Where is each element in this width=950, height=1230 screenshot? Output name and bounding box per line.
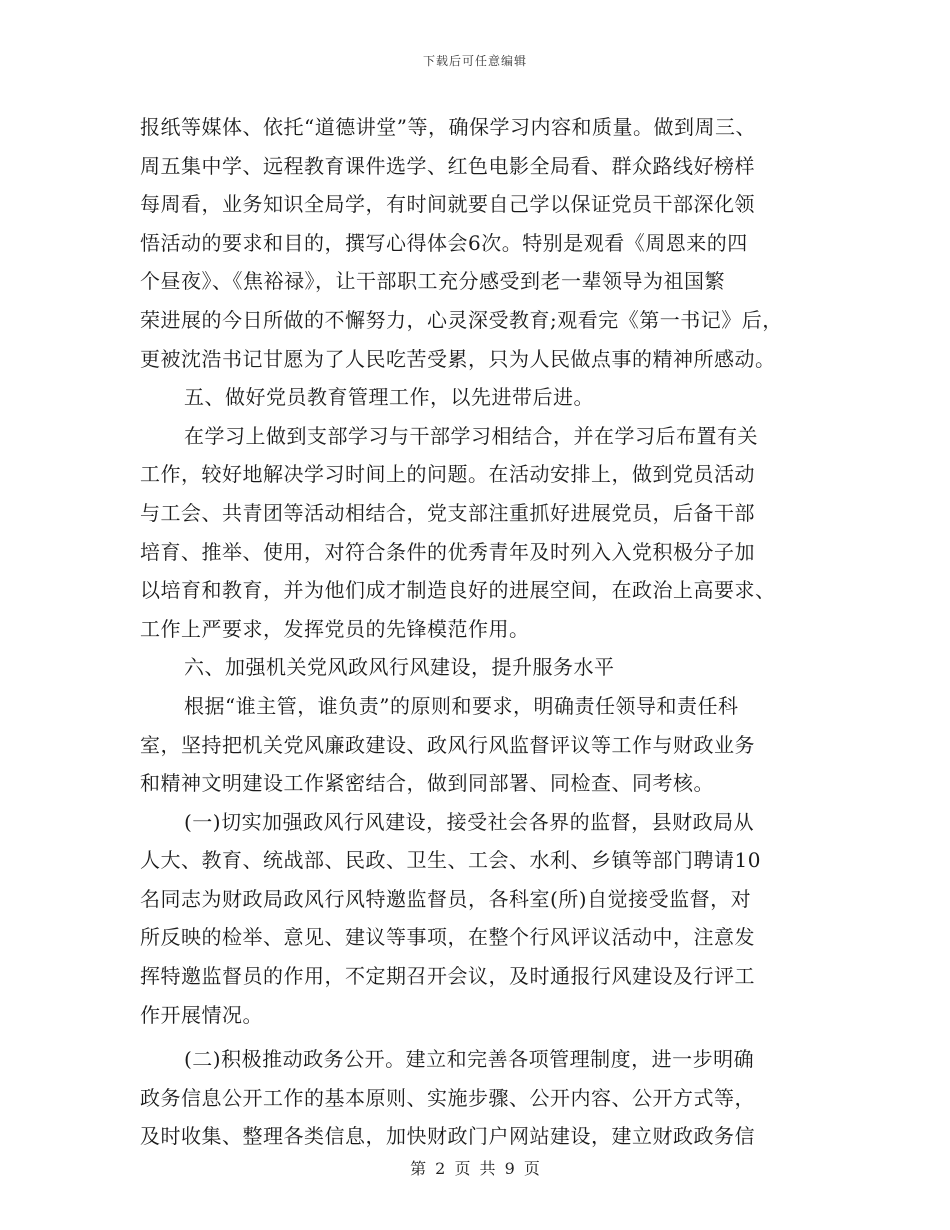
section-heading: 五、做好党员教育管理工作，以先进带后进。 <box>184 385 594 410</box>
text-line: (一)切实加强政风行风建设，接受社会各界的监督，县财政局从 <box>184 809 755 834</box>
text-line: 名同志为财政局政风行风特邀监督员，各科室(所)自觉接受监督，对 <box>140 886 752 911</box>
text-line: 工作上严要求，发挥党员的先锋模范作用。 <box>140 616 530 641</box>
text-line: 与工会、共青团等活动相结合，党支部注重抓好进展党员，后备干部 <box>140 500 755 525</box>
page-header: 下载后可任意编辑 <box>422 54 527 68</box>
text-line: 在学习上做到支部学习与干部学习相结合，并在学习后布置有关 <box>184 423 758 448</box>
text-line: 每周看，业务知识全局学，有时间就要自己学以保证党员干部深化领 <box>140 192 755 217</box>
text-line: 根据“谁主管，谁负责”的原则和要求，明确责任领导和责任科 <box>184 693 739 718</box>
text-line: 人大、教育、统战部、民政、卫生、工会、水利、乡镇等部门聘请10 <box>140 848 761 873</box>
text-line: 荣进展的今日所做的不懈努力，心灵深受教育;观看完《第一书记》后， <box>140 307 783 332</box>
section-heading: 六、加强机关党风政风行风建设，提升服务水平 <box>184 655 615 680</box>
text-line: (二)积极推动政务公开。建立和完善各项管理制度，进一步明确 <box>184 1047 755 1072</box>
text-line: 报纸等媒体、依托“道德讲堂”等，确保学习内容和质量。做到周三、 <box>140 115 756 139</box>
text-line: 工作，较好地解决学习时间上的问题。在活动安排上，做到党员活动 <box>140 462 755 487</box>
text-line: 培育、推举、使用，对符合条件的优秀青年及时列入入党积极分子加 <box>140 539 755 564</box>
text-line: 政务信息公开工作的基本原则、实施步骤、公开内容、公开方式等， <box>140 1085 755 1110</box>
page-number-footer: 第 2 页 共 9 页 <box>410 1159 540 1178</box>
text-line: 作开展情况。 <box>140 1002 263 1027</box>
text-line: 个昼夜》、《焦裕禄》，让干部职工充分感受到老一辈领导为祖国繁 <box>140 269 725 294</box>
text-line: 更被沈浩书记甘愿为了人民吃苦受累，只为人民做点事的精神所感动。 <box>140 346 776 371</box>
text-line: 和精神文明建设工作紧密结合，做到同部署、同检查、同考核。 <box>140 771 714 796</box>
text-line: 周五集中学、远程教育课件选学、红色电影全局看、群众路线好榜样 <box>140 153 755 178</box>
text-line: 以培育和教育，并为他们成才制造良好的进展空间，在政治上高要求、 <box>140 578 776 603</box>
text-line: 挥特邀监督员的作用，不定期召开会议，及时通报行风建设及行评工 <box>140 964 755 989</box>
text-line: 所反映的检举、意见、建议等事项，在整个行风评议活动中，注意发 <box>140 925 755 950</box>
document-body <box>140 108 820 1156</box>
text-line: 及时收集、整理各类信息，加快财政门户网站建设，建立财政政务信 <box>140 1124 755 1149</box>
text-line: 悟活动的要求和目的，撰写心得体会6次。特别是观看《周恩来的四 <box>140 230 748 255</box>
text-line: 室，坚持把机关党风廉政建设、政风行风监督评议等工作与财政业务 <box>140 732 755 757</box>
